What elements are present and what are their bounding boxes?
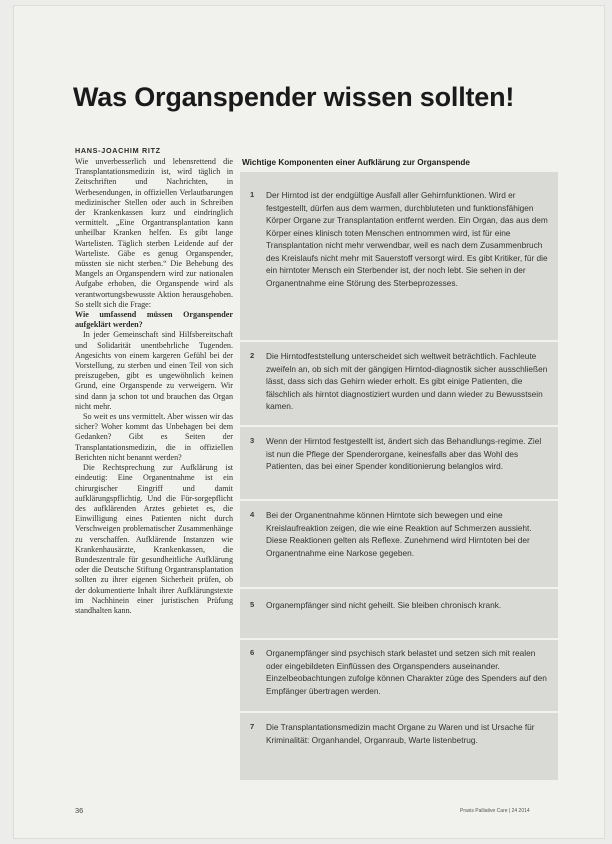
item-number: 4 — [250, 510, 255, 519]
box-divider — [240, 425, 558, 427]
body-paragraph: So weit es uns vermittelt. Aber wissen wir das sicher? Woher kommt das Unbehagen bei dem Gedanken? Gibt es Seiten der Transplantationsmedizin, die in offiziellen Berichten nicht benannt werden? — [75, 412, 233, 462]
box-divider — [240, 340, 558, 342]
item-number: 1 — [250, 190, 255, 199]
item-text: Der Hirntod ist der endgültige Ausfall aller Gehirnfunktionen. Wird er festgestellt, dürfen aus dem warmen, durchbluteten und funktionsfähigen Körper Organe zur Transplantation entfernt werden. Ein Organ, das aus dem Körper eines klinisch toten Menschen entnommen wird, ist für eine Transplantation nicht mehr verwendbar, weil es nach dem Zusammenbruch des Kreislaufs nicht mehr mit Sauerstoff versorgt wird. Es gibt Kritiker, für die ein hirntoter Mensch ein Sterbender ist, der noch lebt. Sie sehen in der Organentnahme eine Störung des Sterbeprozesses. — [266, 190, 548, 288]
body-paragraph: In jeder Gemeinschaft sind Hilfsbereitschaft und Solidarität unentbehrliche Tugenden. Angesichts von einem kargeren Gefühl bei der Vorstellung, zu sterben und einen Teil von sich preiszugeben, gibt es ungewöhnlich keinen Grund, eine Organspende zu verweigern. Wir sind dann ja schon tot und brauchen das Organ nicht mehr. — [75, 330, 233, 411]
body-paragraph: Die Rechtsprechung zur Aufklärung ist eindeutig: Eine Organentnahme ist ein chirurgischer Eingriff und damit aufklärungspflichtig. Und die Für-sorgepflicht des aufklärenden Arztes gebietet es, die Einwilligung eines Patienten nicht durch Verschweigen problematischer Zusammenhänge zu verschaffen. Aufklärende Instanzen wie Krankenhausärzte, Krankenkassen, die Bundeszentrale für gesundheitliche Aufklärung oder die Deutsche Stiftung Organtransplantation sollten zu ihrer eigenen Sicherheit prüfen, ob der dokumentierte Inhalt ihrer Aufklärungstexte im Nachhinein einer juristischen Prüfung standhalten kann. — [75, 463, 233, 615]
box-item-5 — [240, 599, 558, 612]
item-text: Die Hirntodfeststellung unterscheidet sich weltweit beträchtlich. Fachleute zweifeln an, ob sich mit der gängigen Hirntod-diagnostik sicher ausschließen lässt, dass sich das Gehirn wieder erholt. Es gibt einige Patienten, die fälschlich als hirntot diagnostiziert wurden und dann wieder zu Bewusstsein kamen. — [266, 351, 548, 411]
item-text: Organempfänger sind psychisch stark belastet und setzen sich mit realen oder eingebildeten Einflüssen des Organspenders auseinander. Einzelbeobachtungen zufolge können Charakter züge des Spenders auf den Empfänger übertragen werden. — [266, 648, 547, 696]
box-item-2 — [240, 350, 558, 413]
publication-footer: Praxis Palliative Care | 24 2014 — [460, 808, 530, 814]
box-divider — [240, 638, 558, 640]
item-number: 2 — [250, 351, 255, 360]
item-text: Bei der Organentnahme können Hirntote sich bewegen und eine Kreislaufreaktion zeigen, die wie eine Reaktion auf Schmerzen aussieht. Diese Reaktionen gelten als Reflexe. Zunehmend wird Hirntoten bei der Organentnahme eine Narkose gegeben. — [266, 510, 532, 558]
box-title: Wichtige Komponenten einer Aufklärung zur Organspende — [242, 158, 470, 167]
box-divider — [240, 711, 558, 713]
info-box — [240, 172, 558, 780]
subheading: Wie umfassend müssen Organspender aufgeklärt werden? — [75, 310, 233, 330]
item-text: Die Transplantationsmedizin macht Organe zu Waren und ist Ursache für Kriminalität: Organhandel, Organraub, Warte listenbetrug. — [266, 722, 535, 745]
box-item-6 — [240, 647, 558, 697]
article-body-column — [75, 157, 233, 616]
body-paragraph: Wie unverbesserlich und lebensrettend die Transplantationsmedizin ist, wird täglich in Zeitschriften und Nachrichten, in Werbesendungen, in offiziellen Verlautbarungen medizinischer Stellen oder auch in Schreiben der Krankenkassen kurz und eindringlich vermittelt. „Eine Organtransplantation kann unheilbar Kranken helfen. Es gibt lange Wartelisten. Täglich sterben Leidende auf der Warteliste. Gäbe es genug Organspender, müssten sie nicht sterben.“ Die Behebung des Mangels an Organspendern wird zur nationalen Aufgabe erhoben, die Organspende wird als verantwortungsbewusste Aktion herausgehoben. So stellt sich die Frage: — [75, 157, 233, 309]
item-number: 6 — [250, 648, 255, 657]
author-byline: HANS-JOACHIM RITZ — [75, 146, 161, 155]
box-item-1 — [240, 189, 558, 289]
box-divider — [240, 499, 558, 501]
box-item-4 — [240, 509, 558, 559]
page-number: 36 — [75, 806, 84, 815]
item-number: 5 — [250, 600, 255, 609]
item-text: Organempfänger sind nicht geheilt. Sie bleiben chronisch krank. — [266, 600, 502, 610]
item-number: 3 — [250, 436, 255, 445]
item-number: 7 — [250, 722, 255, 731]
box-item-3 — [240, 435, 558, 473]
box-item-7 — [240, 721, 558, 746]
article-title: Was Organspender wissen sollten! — [73, 82, 515, 112]
box-divider — [240, 587, 558, 589]
item-text: Wenn der Hirntod festgestellt ist, ändert sich das Behandlungs-regime. Ziel ist nun die Pflege der Spenderorgane, keinesfalls aber das Wohl des Patienten, das bei einer Spender konditionierung belanglos wird. — [266, 436, 542, 471]
